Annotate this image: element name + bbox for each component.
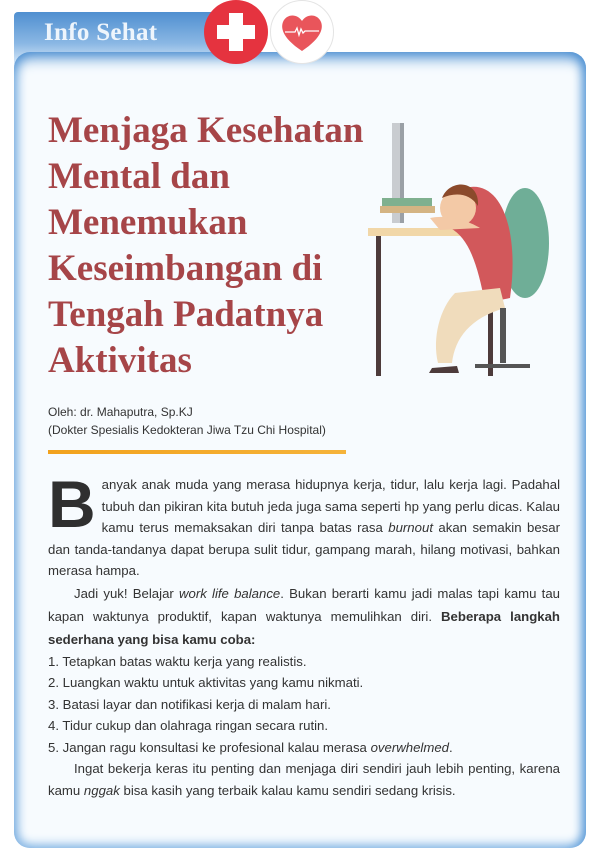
author-info <box>48 403 326 439</box>
emphasis: nggak <box>83 782 120 798</box>
section-label: Info Sehat <box>44 19 158 46</box>
author-name: Oleh: dr. Mahaputra, Sp.KJ <box>48 405 193 419</box>
list-item: 1. Tetapkan batas waktu kerja yang realistis. <box>48 653 307 669</box>
text: bisa kasih yang terbaik kalau kamu sendiri sedang krisis. <box>119 782 456 798</box>
title-line: Mental dan <box>48 156 230 197</box>
title-line: Keseimbangan di <box>48 248 323 289</box>
text: . Bukan berarti kamu jadi malas tapi kamu tau kapan waktunya produktif, kapan waktunya memulihkan diri. <box>48 585 561 624</box>
paragraph <box>48 582 560 651</box>
title-line: Menemukan <box>48 202 248 243</box>
emphasis: burnout <box>388 520 433 535</box>
list-item <box>48 737 560 759</box>
bold-text: Beberapa langkah sederhana yang bisa kamu coba: <box>48 608 560 647</box>
paragraph <box>48 467 560 582</box>
list-item: 4. Tidur cukup dan olahraga ringan secara rutin. <box>48 718 329 733</box>
list-item: 2. Luangkan waktu untuk aktivitas yang kamu nikmati. <box>48 675 364 690</box>
emphasis: work life balance <box>179 585 281 601</box>
heart-pulse-icon <box>270 0 334 64</box>
list-item: 3. Batasi layar dan notifikasi kerja di malam hari. <box>48 696 331 712</box>
author-role: (Dokter Spesialis Kedokteran Jiwa Tzu Chi Hospital) <box>48 423 326 437</box>
text: 5. Jangan ragu konsultasi ke profesional kalau merasa <box>48 739 371 755</box>
medical-cross-icon <box>204 0 268 64</box>
text: anyak anak muda yang merasa hidupnya kerja, tidur, lalu kerja lagi. Padahal tubuh dan pikiran kita butuh jeda juga sama seperti hp yang perlu dicas. Kalau kamu terus memaksakan diri tanpa batas rasa <box>101 477 560 535</box>
article-title <box>48 108 393 384</box>
paragraph <box>48 758 560 801</box>
text: akan semakin besar dan tanda-tandanya dapat berupa sulit tidur, gampang marah, hilang motivasi, bahkan merasa hampa. <box>48 520 560 578</box>
article-body <box>48 467 561 801</box>
steps-list <box>48 651 560 759</box>
text: Jadi yuk! Belajar <box>74 585 179 601</box>
title-line: Aktivitas <box>48 340 192 381</box>
title-line: Tengah Padatnya <box>48 294 324 335</box>
divider <box>48 450 346 454</box>
emphasis: overwhelmed <box>370 739 449 755</box>
drop-cap: B <box>48 467 96 541</box>
text: Ingat bekerja keras itu penting dan menjaga diri sendiri jauh lebih penting, karena kamu <box>48 761 560 798</box>
text: . <box>449 739 453 755</box>
title-line: Menjaga Kesehatan <box>48 110 364 151</box>
